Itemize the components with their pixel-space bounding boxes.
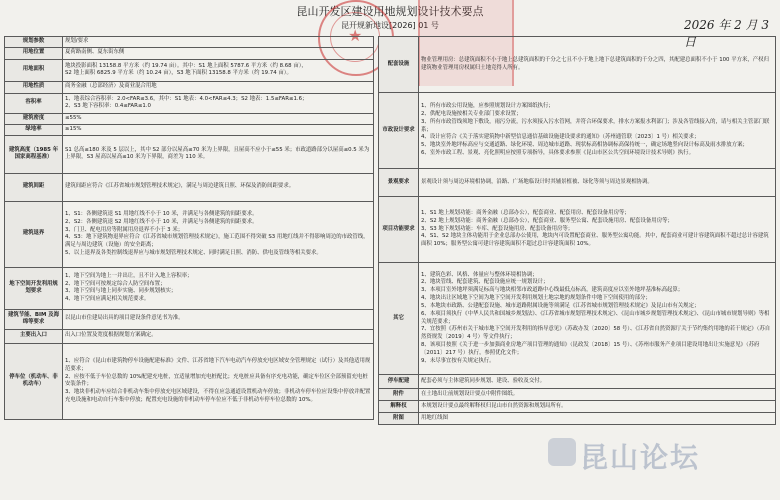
value-line: 1、所有市政公用设施，应参照规划设计方案图纸执行； xyxy=(421,103,554,110)
table-row xyxy=(5,135,374,173)
row-label: 地下空间开发利用规划要求 xyxy=(5,267,63,309)
table-row xyxy=(379,37,776,93)
value-line: S1 总高≤180 米及 5 层以上，其中 S2 部分以屋高≤70 米为上界限，且屋高不应小于≤55 米；市政道路部分以屋高≤0.5 米为上界限，S3 屋高以屋高≤10 米为下界限，商差为 110 米。 xyxy=(65,146,370,161)
value-line: 2、地下空间可按规定综合人防空间布置； xyxy=(65,280,166,287)
table-row xyxy=(379,413,776,425)
row-value xyxy=(63,329,374,343)
seal-star-icon: ★ xyxy=(348,26,363,45)
value-line: 商务金融（总部经济）及商业混合用地 xyxy=(65,83,157,90)
value-line: 5、本地块市政路、公建配套设施、城市道路附属设施等须满足《江苏省城市规划管理技术规定》及昆山市有关规定； xyxy=(421,302,700,309)
row-label: 用地性质 xyxy=(5,81,63,93)
table-row xyxy=(5,81,374,93)
row-label: 建筑间距 xyxy=(5,173,63,201)
planning-table xyxy=(4,36,776,494)
left-column xyxy=(4,36,374,420)
row-value xyxy=(63,343,374,419)
handwritten-date: 2026 年 2 月 3 日 xyxy=(684,18,770,49)
row-value xyxy=(419,169,776,197)
value-line: 7、宜按照《苏州市关于城市地下空间开发利用的指导意见》（苏政办发〔2020〕58 号）、《江苏省自然资源厅关于节约集约用地的若干规定》（苏自然资规发〔2019〕4 号）等文件执行； xyxy=(421,326,771,341)
value-line: 1、应符合《昆山市建筑物停车设施配建标准》文件、江苏省地下汽车电动汽车停放充电区域安全管理规定（试行）及其他适用规范要求； xyxy=(65,357,371,372)
value-line: 2、S2：各侧建筑退 S2 用地红线不小于 10 米，并满足与各侧建筑的间距要求。 xyxy=(65,218,258,225)
value-line: 9、未尽事宜按有关规定执行。 xyxy=(421,357,495,364)
value-line: ≤55% xyxy=(65,114,82,121)
value-line: 4、地块出让区域地下空间为地下空间开发利用规划土地宗地的规划条件中地下空间使用的部分； xyxy=(421,295,651,302)
value-line: S2 地上面积 6825.9 平方米（约 10.24 亩），S3 地下面积 13158.8 平方米（约 19.74 亩）。 xyxy=(65,70,292,77)
value-line: 4、设计应符合《关于落实建筑物中新型信息通信基础设施建设要求的通知》（苏州通管联〔2023〕1 号）相关要求； xyxy=(421,134,700,141)
value-line: 夏荷路南侧、夏东街东侧 xyxy=(65,49,125,56)
value-line: 1、建筑色彩、风格、体量应与整体环境相协调； xyxy=(421,271,538,278)
value-line: 4、S1、S2 地块主体功能用于企业总部办公使用，地块内可设置配套商业、服务型公寓功能。其中，配套商业可建计容建筑面积不超过总计容建筑面积 10%；服务型公寓可建计容建筑面积不超过总计容建筑面积 10%。 xyxy=(421,233,769,248)
value-line: 2、S3 地下容积率：0.4≤FAR≤1.0 xyxy=(65,103,151,110)
value-line: 本规划设计要点最终解释权归昆山市自然资源和规划局所有。 xyxy=(421,402,567,409)
row-value xyxy=(419,413,776,425)
value-line: 4、S3：地下建筑物退界应符合《江苏省城市规划管理技术规定》，施工范围不得突破 S3 用地红线并不得影响周边的市政管线，满足与周边建筑（设施）的安全距离； xyxy=(65,234,369,249)
row-label: 项目功能要求 xyxy=(379,197,419,263)
row-value xyxy=(419,401,776,413)
value-line: 6、室外市政工程、景观、亮化照明应按照专项指导，具体要求参照《昆山市区公共空间环境设计技术导则》执行。 xyxy=(421,150,694,157)
row-value xyxy=(63,173,374,201)
row-label: 建筑节能、BIM 及海绵等要求 xyxy=(5,309,63,329)
row-label: 容积率 xyxy=(5,93,63,113)
row-label: 附图 xyxy=(379,413,419,425)
value-line: 2、供配电设施按相关专业部门要求设置； xyxy=(421,110,522,117)
value-line: 1、地下空间为地上一并出让，且不计入地上容积率； xyxy=(65,272,193,279)
row-label: 建筑高度（1985 年国家高程基准） xyxy=(5,135,63,173)
value-line: 1、S1 地上规划功能：商务金融（总部办公），配套商业、配套用房、配套设备用房等； xyxy=(421,209,630,216)
table-row xyxy=(5,329,374,343)
table-row xyxy=(5,124,374,135)
table-row xyxy=(379,197,776,263)
value-line: 5、以上退界及各类控制线退界应与城市规划管理技术规定、同时满足日照、消防、供电及管线等相关要求。 xyxy=(65,249,322,256)
value-line: 2、应按不低于车位总数的 10%配建充电桩，宜适量增加充电桩配比；充电桩应具备有序充电功能，确定车位区全部预留充电桩安装条件； xyxy=(65,373,368,388)
value-line: 1、S1：各侧建筑退 S1 用地红线不小于 10 米，并满足与各侧建筑的间距要求。 xyxy=(65,210,258,217)
row-value xyxy=(419,263,776,375)
row-value xyxy=(63,135,374,173)
row-label: 建筑退界 xyxy=(5,201,63,267)
value-line: 2、S2 地上规划功能：商务金融（总部办公），配套商业、服务型公寓、配套设施用房、配套设备用房等； xyxy=(421,217,673,224)
table-row xyxy=(5,47,374,59)
row-label: 建筑密度 xyxy=(5,113,63,124)
row-value xyxy=(63,267,374,309)
table-row xyxy=(5,267,374,309)
row-value xyxy=(63,201,374,267)
value-line: 景观设计须与周边环境相协调，沿路、广场地临设计时其辅景植被、绿化等须与周边景观相协调。 xyxy=(421,178,653,185)
table-row xyxy=(5,93,374,113)
row-value xyxy=(63,37,374,48)
row-label: 市政设计要求 xyxy=(379,93,419,169)
value-line: 1、地表综合容积率：2.0<FAR≤3.6，其中：S1 地表：4.0<FAR≤4.3；S2 地表：1.5≤FAR≤1.6； xyxy=(65,95,308,102)
row-value xyxy=(63,47,374,59)
table-row xyxy=(5,59,374,81)
row-label: 用地位置 xyxy=(5,47,63,59)
row-label: 配套设施 xyxy=(379,37,419,93)
value-line: 6、本项目须执行《中华人民共和国城乡规划法》、《江苏省城市规划管理技术规定》、《昆山市城乡规划管理技术规定》、《昆山市城市规划导则》等相关规范要求； xyxy=(421,310,770,325)
table-row xyxy=(379,263,776,375)
row-value xyxy=(419,197,776,263)
table-row xyxy=(5,343,374,419)
value-line: 用地红线图 xyxy=(421,414,448,421)
row-value xyxy=(63,124,374,135)
value-line: 5、地块室外地坪标高应与交通道路、绿化环境、周边城市道路、现状标高相协调标高保持统一，确定场地竖向设计标高及雨水排放方案； xyxy=(421,142,748,149)
table-row xyxy=(379,93,776,169)
table-row xyxy=(379,169,776,197)
row-label: 绿地率 xyxy=(5,124,63,135)
value-line: 3、地块非机动车应结合非机动车集中停放充电区域建设，不得在应急通道设置机动车停放；非机动车停车位应设集中停放并配置充电设施和电动自行车集中停放；配置充电设施的非机动车停车位应不低于非机动车停车位总数的 10%。 xyxy=(65,389,371,403)
value-line: 3、门卫、配电用房等附属用房退界不小于 3 米； xyxy=(65,226,184,233)
value-line: 3、本项目室外地坪须满足标高与地块相邻市政道路中心线最低点标高，建筑高度应以室外地坪基准标高起算； xyxy=(421,287,684,294)
row-label: 解释权 xyxy=(379,401,419,413)
value-line: 3、所有市政管线须地下敷设，雨污分流，污水须接入污水管网，并符合环保要求，排水方案报水利部门；涉及各管线接入的，请与相关主管部门联系； xyxy=(421,118,770,133)
value-line: 出入口位置及宽度根据规划方案确定。 xyxy=(65,332,157,339)
row-value xyxy=(419,375,776,389)
table-row xyxy=(379,375,776,389)
table-row xyxy=(5,309,374,329)
value-line: 3、S3 地下规划功能：车库、配套设施用房、配套设备用房等； xyxy=(421,225,574,232)
document-number: 昆开规新地设[2026] 01 号 xyxy=(341,21,439,30)
value-line: ≥15% xyxy=(65,125,82,132)
value-line: 配套必须与主体建筑同步规划、建设、验收及交付。 xyxy=(421,377,545,384)
row-label: 规划参数 xyxy=(5,37,63,48)
value-line: 建筑间距应符合《江苏省城市规划管理技术规定》，满足与周边建筑日照、环保及消防间距要求。 xyxy=(65,183,295,190)
table-row xyxy=(5,201,374,267)
row-label: 主要出入口 xyxy=(5,329,63,343)
forum-logo-icon xyxy=(548,438,576,466)
right-column xyxy=(378,36,776,425)
table-row xyxy=(5,173,374,201)
table-row xyxy=(5,37,374,48)
table-row xyxy=(5,113,374,124)
value-line: 地块投影面积 13158.8 平方米（约 19.74 亩）。其中：S1 地上面积 5787.6 平方米（约 8.68 亩）， xyxy=(65,62,307,69)
row-value xyxy=(63,93,374,113)
value-line: 8、该项目按照《关于进一步加强商业房地产项目管理的通知》（昆政发〔2018〕15 号）、《苏州市服务产业项目建设用地出让实施意见》（苏府〔2011〕217 号）执行，参照优化文件； xyxy=(421,341,760,356)
value-line: 以昆山市住建局出具的项目建设条件意见书为准。 xyxy=(65,315,184,322)
row-label: 用地面积 xyxy=(5,59,63,81)
row-label: 附件 xyxy=(379,389,419,401)
row-value xyxy=(419,389,776,401)
table-row xyxy=(379,389,776,401)
row-value xyxy=(63,113,374,124)
value-line: 3、地下空间与地上同步实施、同步规划核实； xyxy=(65,288,177,295)
value-line: 4、地下空间应满足相关规范要求。 xyxy=(65,296,150,303)
row-label: 其它 xyxy=(379,263,419,375)
table-row xyxy=(379,401,776,413)
row-label: 停车配建 xyxy=(379,375,419,389)
value-line: 物业管理用房：总建筑面积不小于地上总建筑面积的千分之七且不小于地上地下总建筑面积的千分之四，其配建总面积不小于 100 平方米，产权归建筑物业管理用房权属归土地竞得人所有。 xyxy=(421,56,769,71)
value-line: 在土地出让前规划设计要点中附件图纸。 xyxy=(421,390,519,397)
row-value xyxy=(63,309,374,329)
row-label: 景观要求 xyxy=(379,169,419,197)
row-label: 停车位（机动车、非机动车） xyxy=(5,343,63,419)
row-value xyxy=(63,59,374,81)
value-line: 规划/要求 xyxy=(65,38,89,44)
forum-watermark: 昆山论坛 xyxy=(580,441,701,474)
row-value xyxy=(419,37,776,93)
document-title: 昆山开发区建设用地规划设计技术要点 xyxy=(296,5,484,18)
row-value xyxy=(63,81,374,93)
row-value xyxy=(419,93,776,169)
value-line: 2、地块管线、配套建筑、配套设施应统一规划设计； xyxy=(421,279,549,286)
